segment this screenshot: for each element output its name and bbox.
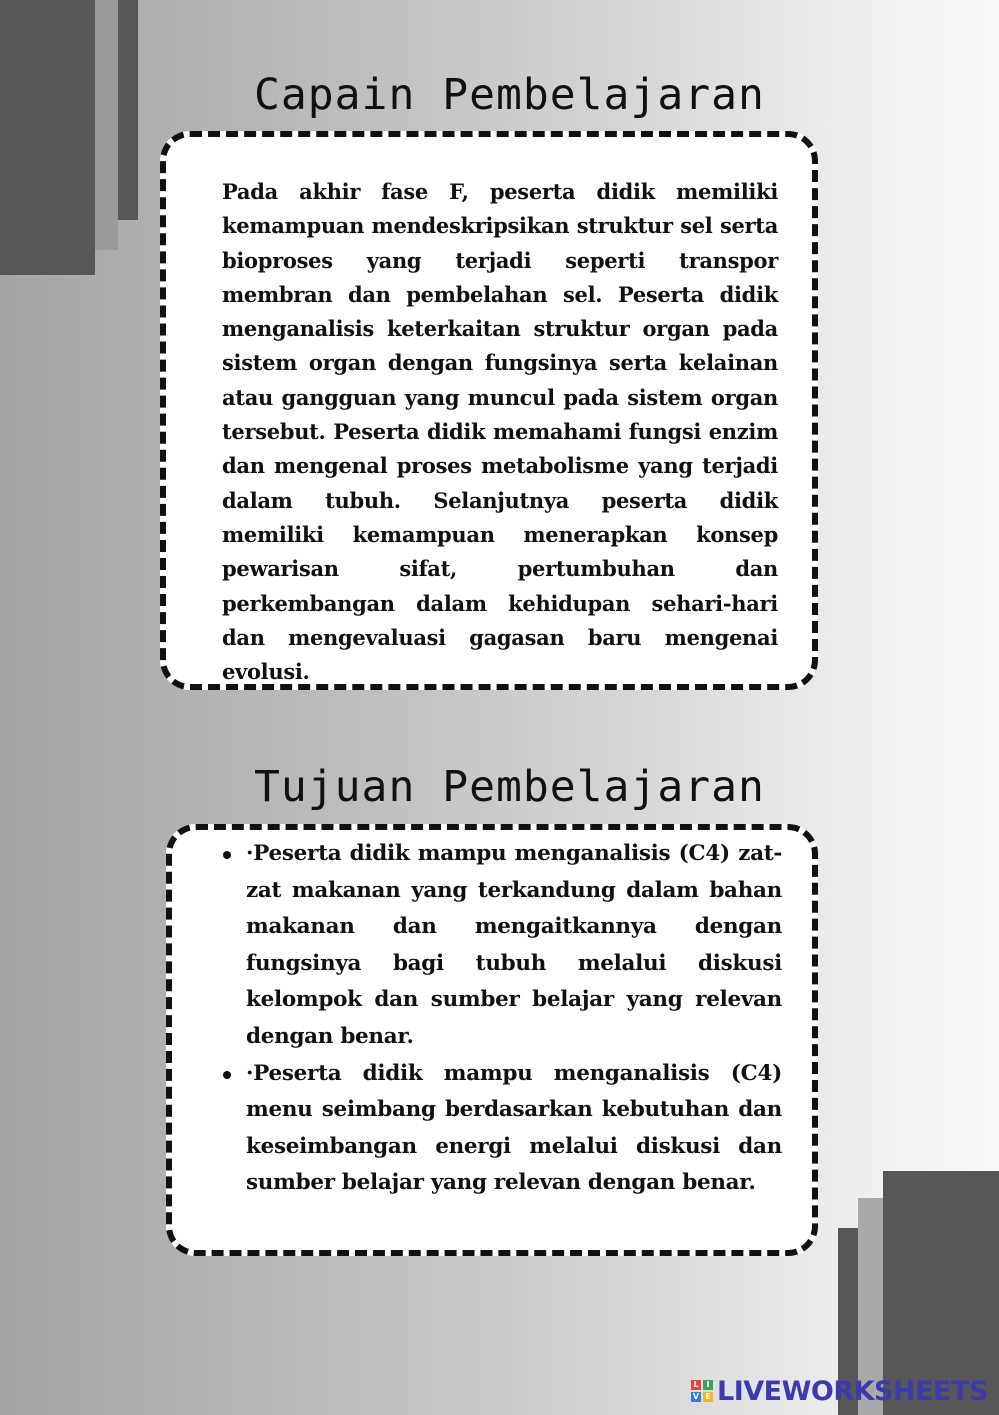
tujuan-item-text: ·Peserta didik mampu menganalisis (C4) zat-zat makanan yang terkandung dalam bahan makanan dan mengaitkannya dengan fungsinya bagi tubuh melalui diskusi kelompok dan sumber belajar yang relevan dengan benar.: [246, 841, 782, 1049]
tujuan-card: [166, 824, 818, 1256]
bullet-icon: [223, 851, 231, 859]
capaian-card: [160, 131, 818, 690]
decor-block-top-left: [0, 0, 95, 275]
liveworksheets-brand: [691, 1373, 988, 1409]
logo-letter: L: [691, 1380, 701, 1390]
tujuan-list-item: [246, 1056, 782, 1202]
bullet-icon: [223, 1071, 231, 1079]
liveworksheets-wordmark: LIVEWORKSHEETS: [717, 1375, 988, 1407]
tujuan-item-text: ·Peserta didik mampu menganalisis (C4) menu seimbang berdasarkan kebutuhan dan keseimbangan energi melalui diskusi dan sumber belajar yang relevan dengan benar.: [246, 1060, 782, 1196]
tujuan-list: [246, 836, 782, 1202]
logo-letter: E: [703, 1392, 713, 1402]
capaian-heading: Capain Pembelajaran: [254, 70, 765, 120]
decor-stripe-top-left-dark: [118, 0, 138, 220]
tujuan-heading: Tujuan Pembelajaran: [254, 762, 765, 812]
decor-stripe-top-left-light: [95, 0, 118, 250]
tujuan-list-item: [246, 836, 782, 1056]
liveworksheets-logo-icon: [691, 1380, 713, 1402]
logo-letter: V: [692, 1392, 700, 1401]
capaian-text: Pada akhir fase F, peserta didik memiliki kemampuan mendeskripsikan struktur sel serta bioproses yang terjadi seperti transpor membran dan pembelahan sel. Peserta didik menganalisis keterkaitan struktur organ pada sistem organ dengan fungsinya serta kelainan atau gangguan yang muncul pada sistem organ tersebut. Peserta didik memahami fungsi enzim dan mengenal proses metabolisme yang terjadi dalam tubuh. Selanjutnya peserta didik memiliki kemampuan menerapkan konsep pewarisan sifat, pertumbuhan dan perkembangan dalam kehidupan sehari-hari dan mengevaluasi gagasan baru mengenai evolusi.: [222, 179, 778, 685]
logo-letter: I: [703, 1380, 713, 1390]
